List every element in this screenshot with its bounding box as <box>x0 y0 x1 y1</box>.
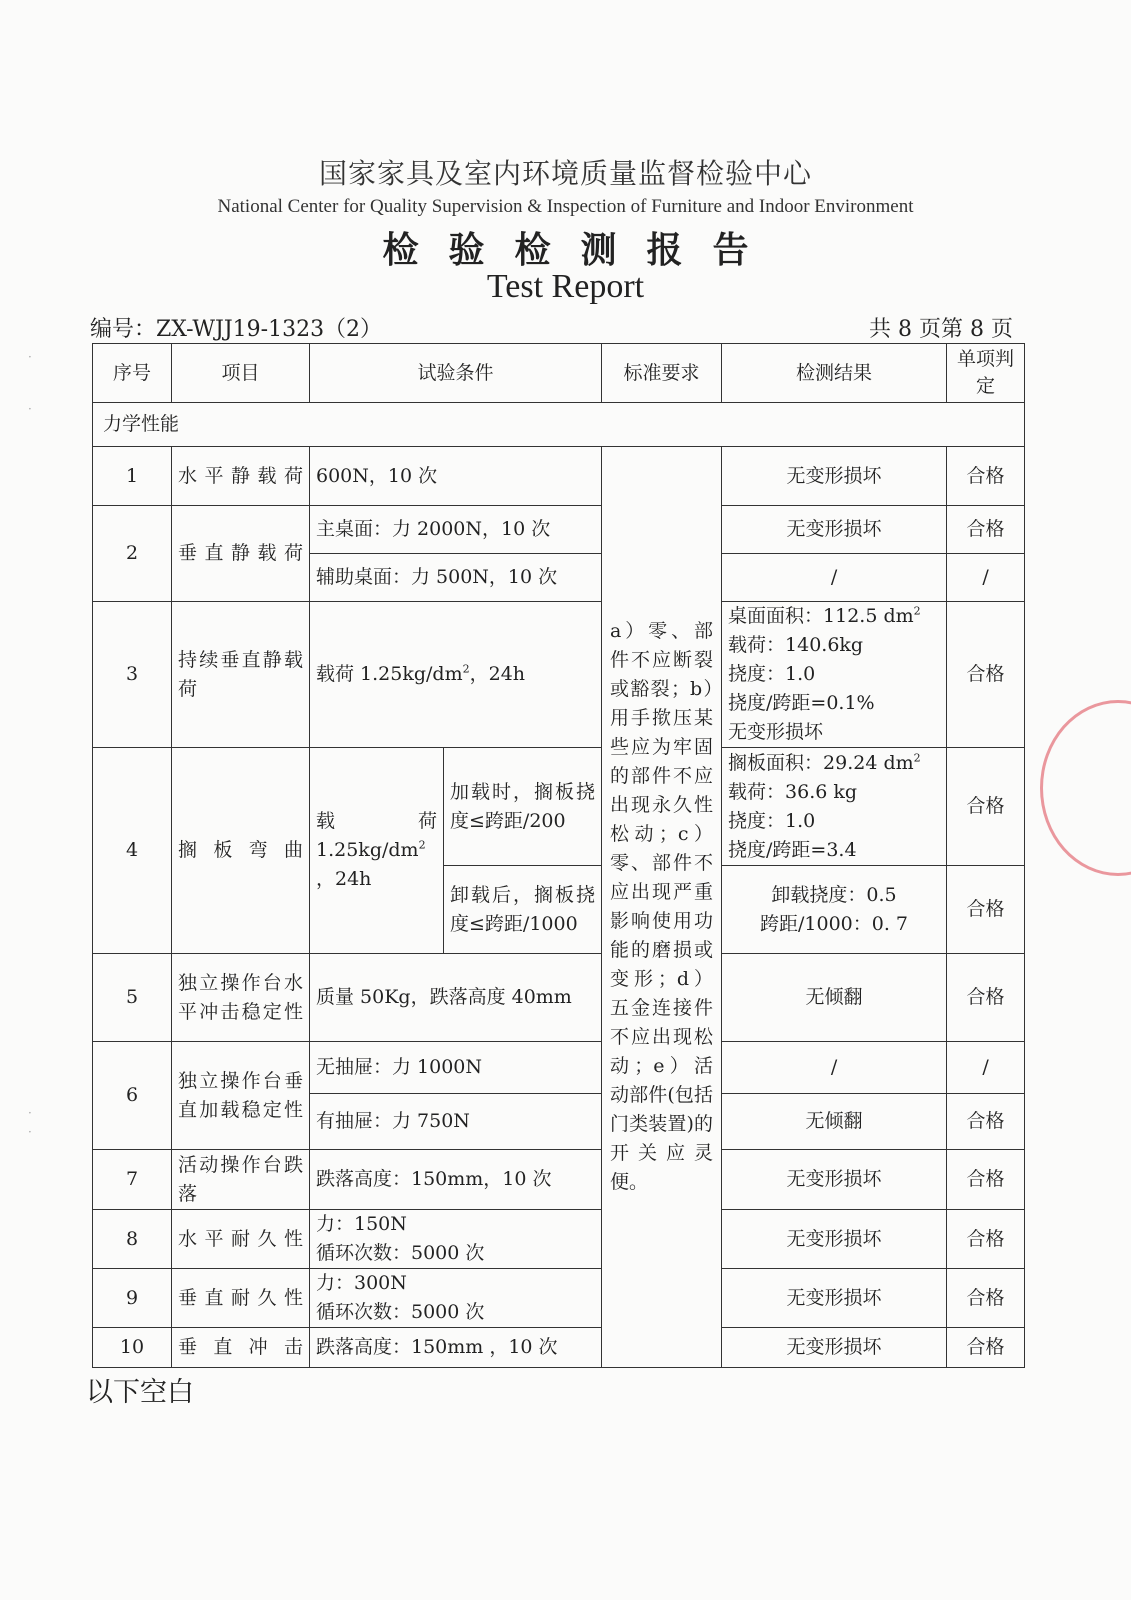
row-verdict: 合格 <box>947 1210 1025 1269</box>
report-number: 编号：ZX-WJJ19-1323（2） <box>90 317 383 342</box>
row-item: 活动操作台跌落 <box>172 1150 310 1210</box>
row-sub-condition: 加载时，搁板挠度≤跨距/200 <box>444 748 602 866</box>
row-condition: 600N，10 次 <box>310 447 602 506</box>
row-seq: 2 <box>93 506 172 602</box>
row-condition: 无抽屉：力 1000N <box>310 1042 602 1094</box>
table-row <box>93 1150 1025 1210</box>
scan-mark: · <box>28 1125 32 1139</box>
table-row <box>93 506 1025 554</box>
row-seq: 6 <box>93 1042 172 1150</box>
official-seal-stamp <box>1040 700 1131 876</box>
row-verdict: 合格 <box>947 1328 1025 1368</box>
table-header-row <box>93 344 1025 403</box>
row-sub-condition: 卸载后，搁板挠度≤跨距/1000 <box>444 866 602 954</box>
row-result: 无倾翻 <box>722 954 947 1042</box>
row-verdict: 合格 <box>947 1094 1025 1150</box>
row-item: 独立操作台水平冲击稳定性 <box>172 954 310 1042</box>
section-row <box>93 403 1025 447</box>
row-item: 持续垂直静载荷 <box>172 602 310 748</box>
row-verdict: 合格 <box>947 1150 1025 1210</box>
row-seq: 7 <box>93 1150 172 1210</box>
header-result: 检测结果 <box>722 344 947 403</box>
test-result-table <box>92 343 1025 1368</box>
row-condition: 主桌面：力 2000N，10 次 <box>310 506 602 554</box>
row-verdict: 合格 <box>947 954 1025 1042</box>
row-item: 水平静载荷 <box>172 447 310 506</box>
row-item: 水平耐久性 <box>172 1210 310 1269</box>
table-row <box>93 602 1025 748</box>
row-result: 无变形损坏 <box>722 447 947 506</box>
row-item: 搁板弯曲 <box>172 748 310 954</box>
row-result: 搁板面积：29.24 $dm^2$ 载荷：36.6 kg 挠度：1.0 挠度/跨距=3.4 <box>722 748 947 866</box>
row-seq: 5 <box>93 954 172 1042</box>
row-item: 垂直冲击 <box>172 1328 310 1368</box>
page-info: 共 8 页第 8 页 <box>869 317 1013 342</box>
row-verdict: 合格 <box>947 748 1025 866</box>
row-seq: 8 <box>93 1210 172 1269</box>
scan-mark: · <box>28 402 32 416</box>
row-condition: 有抽屉：力 750N <box>310 1094 602 1150</box>
table-row <box>93 1042 1025 1094</box>
header-item: 项目 <box>172 344 310 403</box>
row-condition: 载荷 $1.25kg/dm^2$，24h <box>310 602 602 748</box>
row-seq: 9 <box>93 1269 172 1328</box>
row-item: 垂直耐久性 <box>172 1269 310 1328</box>
row-condition: 辅助桌面：力 500N，10 次 <box>310 554 602 602</box>
row-condition: 跌落高度：150mm，10 次 <box>310 1150 602 1210</box>
row-condition: 跌落高度：150mm ，10 次 <box>310 1328 602 1368</box>
row-seq: 10 <box>93 1328 172 1368</box>
row-result: 卸载挠度：0.5 跨距/1000：0. 7 <box>722 866 947 954</box>
report-title-cn: 检验检测报告 <box>382 229 779 271</box>
row-condition: 质量 50Kg，跌落高度 40mm <box>310 954 602 1042</box>
row-verdict: 合格 <box>947 1269 1025 1328</box>
row-result: 无变形损坏 <box>722 1150 947 1210</box>
row-item: 垂直静载荷 <box>172 506 310 602</box>
row-verdict: / <box>947 554 1025 602</box>
row-result: 桌面面积：112.5 $dm^2$ 载荷：140.6kg 挠度：1.0 挠度/跨距=0.1% 无变形损坏 <box>722 602 947 748</box>
row-result: 无变形损坏 <box>722 1210 947 1269</box>
row-result: / <box>722 554 947 602</box>
header-requirement: 标准要求 <box>602 344 722 403</box>
standard-requirement: a）零、部件不应断裂或豁裂；b）用手揿压某些应为牢固的部件不应出现永久性松动；c）零、部件不应出现严重影响使用功能的磨损或变形；d）五金连接件不应出现松动；e）活动部件(包括门类装置)的开关应灵便。 <box>602 447 722 1368</box>
scan-mark: · <box>28 350 32 364</box>
row-verdict: / <box>947 1042 1025 1094</box>
org-name-cn: 国家家具及室内环境质量监督检验中心 <box>318 157 812 190</box>
org-name-en: National Center for Quality Supervision & Inspection of Furniture and Indoor Environment <box>217 196 914 217</box>
header-seq: 序号 <box>93 344 172 403</box>
table-row <box>93 954 1025 1042</box>
row-condition: 力：300N 循环次数：5000 次 <box>310 1269 602 1328</box>
row-result: 无变形损坏 <box>722 1269 947 1328</box>
table-row <box>93 748 1025 866</box>
scan-mark: · <box>28 1106 32 1120</box>
row-seq: 3 <box>93 602 172 748</box>
row-seq: 4 <box>93 748 172 954</box>
section-label: 力学性能 <box>93 403 1025 447</box>
row-verdict: 合格 <box>947 506 1025 554</box>
blank-below-note: 以下空白 <box>86 1377 194 1408</box>
row-condition: 载荷 $1.25kg/dm^2$ ，24h <box>310 748 444 954</box>
row-result: 无变形损坏 <box>722 506 947 554</box>
row-result: 无倾翻 <box>722 1094 947 1150</box>
row-item: 独立操作台垂直加载稳定性 <box>172 1042 310 1150</box>
row-verdict: 合格 <box>947 602 1025 748</box>
table-row <box>93 447 1025 506</box>
header-conditions: 试验条件 <box>310 344 602 403</box>
row-seq: 1 <box>93 447 172 506</box>
report-title-en: Test Report <box>486 268 645 305</box>
row-verdict: 合格 <box>947 866 1025 954</box>
row-result: / <box>722 1042 947 1094</box>
table-row <box>93 1210 1025 1269</box>
row-verdict: 合格 <box>947 447 1025 506</box>
row-result: 无变形损坏 <box>722 1328 947 1368</box>
table-row <box>93 1328 1025 1368</box>
table-row <box>93 1269 1025 1328</box>
row-condition: 力：150N 循环次数：5000 次 <box>310 1210 602 1269</box>
header-verdict: 单项判定 <box>947 344 1025 403</box>
